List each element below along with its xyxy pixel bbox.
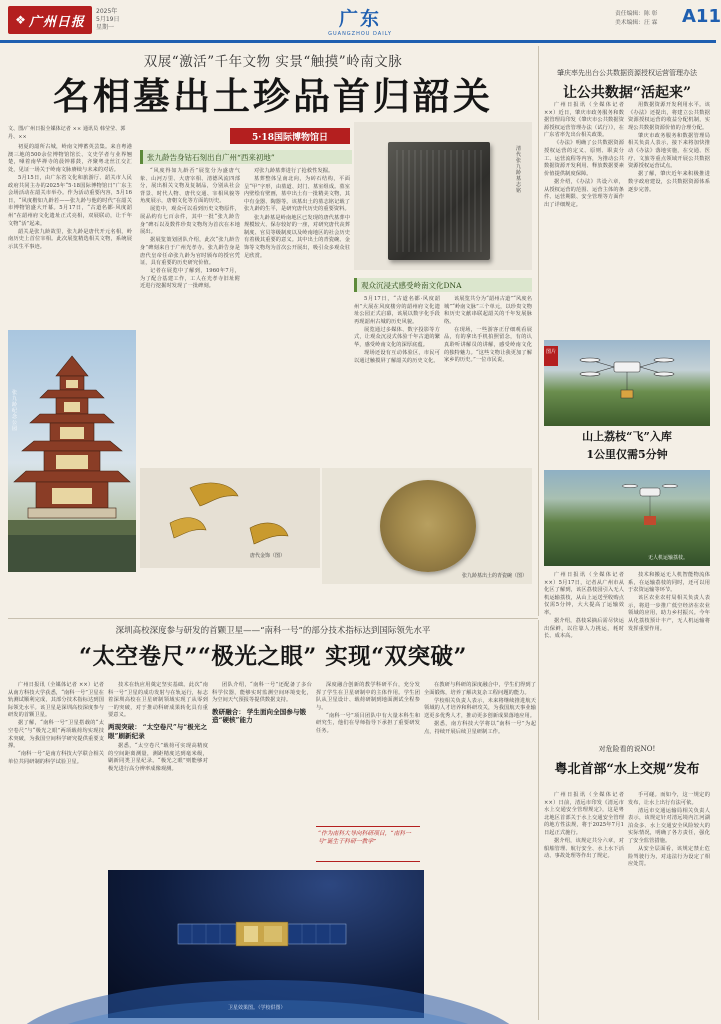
bottom-story-header	[8, 622, 538, 678]
stele-caption: 清代张九龄墓志铭	[516, 146, 522, 194]
middle-col-2: 对张九龄墓葬进行了抢救性发掘。 墓葬整体呈南北向，为砖石结构，平面呈“甲”字形，由墓道、封门、墓室组成。墓室内壁绘有壁画，墓中出土有一批精美文物，其中有金器、陶器等。该墓出土的墓志铭记载了张九龄的生平，是研究唐代历史的重要资料。 张九龄墓是岭南地区已发现的唐代墓葬中规模较大、保存较好的一座，对研究唐代丧葬制度、官员等级制度以及岭南地区的社会历史有着极其重要的意义。其中出土的青瓷碗、金饰等文物均为首次公开展出，吸引众多观众驻足欣赏。	[244, 168, 350, 259]
bottom-col-3: 团队介绍，“南科一号”还配备了多台科学仪器，能够实时监测空间环境变化，为空间天气预报等提供数据支持。 教研融合： 学生面向全国参与锻造“硬核”能力	[212, 682, 312, 725]
satellite-caption: 卫星效果图。（学校供图）	[228, 1005, 286, 1011]
pagoda-illustration	[8, 330, 136, 572]
event-tag	[230, 128, 350, 144]
editor-line: 责任编辑：陈 彰	[615, 11, 658, 17]
middle-col-1: “风度得如九龄否”展览分为盛唐气象、山河万里、大唐宰相、清德风流四部分，展出相关文物及复制品，分别从社会背景、时代人物、唐代交通、宰相风貌等角度展示，唐朝文化等方面的历史。 展览中，观众可以看到历史文物原件，展品约有七百余件，其中一批“张九龄告身”碑石以及数件珍贵文物均为首次在本地展出。 据展览策划团队介绍，此次“张九龄告身”碑刻来自于广州光孝寺。张九龄告身是唐代皇帝任命张九龄为官时颁布的授官凭证，具有重要的历史研究价值。 记者在展览中了解到，1960年7月，为了配合基建工作，工人在光孝寺旧址附近进行挖掘时发现了一批碑刻。	[140, 168, 240, 290]
bottom-col-4: 深度融合创新的教学科研平台，充分发挥了学生在卫星研制中的主体作用。学生团队从卫星设计、载荷研制到地面测试全程参与。 “南科一号”项目团队中有大量本科生和研究生，他们在导师指导下承担了重要研发任务。	[316, 682, 420, 735]
gold-ornament-photo	[140, 468, 320, 568]
subhead-b2-text: 学生面向全国参与锻造“硬核”能力	[212, 707, 307, 725]
right-story-2-headline	[544, 428, 710, 462]
bottom-col-1: 广州日报讯（全媒体记者 ××）记者从南方科技大学获悉，“南科一号”卫星在轨测试顺利完成，其部分技术指标达到国际领先水平。该卫星是深圳高校深度参与研发的首颗卫星。 据了解，“南科一号”卫星搭载的“太空卷尺”与“极光之眼”两项载荷均实现技术突破，为我国空间科学研究提供重要支撑。 “南科一号”是南方科技大学联合相关单位共同研制的科学试验卫星。	[8, 682, 104, 765]
right-story-2-text-b: 技术和搬运无人机智能物流体系，在运输荔枝的同时，还可以用于农资运输等环节。 该区农业农村局相关负责人表示，将进一步推广低空经济在农业领域的应用，助力乡村振兴。今年从化荔枝预计丰产，无人机运输将发挥重要作用。	[628, 572, 710, 632]
right-story-3	[544, 744, 710, 784]
middle-col-4: 该展览共分为“韶州古道”“风度名城”“岭南文脉”三个单元，以珍贵文物和历史文献串联起韶关的千年发展脉络。 在现场，一些游客正仔细观看展品，有的拿出手机拍照留念，有的认真聆听讲解员的讲解，感受岭南文化的独特魅力。“这些文物让我更加了解家乡的历史。”一位市民说。	[444, 296, 532, 364]
right-story-3-text-b: 手可碰。而如今，这一规定的发布，让水上出行有法可依。 清远市交通运输局相关负责人表示，该规定针对清远境内江河湖泊众多、水上交通安全风险较大的实际情况，明确了各方责任，强化了安全监管措施。 从安全层面看，该规定禁止危险驾驶行为，对违法行为设定了相应处罚。	[628, 792, 710, 868]
masthead	[0, 0, 721, 44]
date-line: 星期一	[96, 24, 115, 31]
right-story-2-headline-2: 1公里仅需5分钟	[586, 448, 668, 461]
right-story-1-headline: 让公共数据“活起来”	[562, 85, 692, 101]
subhead-2-text: 观众沉浸式感受岭南文化DNA	[361, 280, 462, 290]
subhead-1	[140, 150, 352, 164]
paper-logo	[8, 6, 92, 34]
pullquote-text: “作为南科大导向科研项目，“南科一号”诞生于科研一教学”	[318, 831, 411, 845]
top-byline: 文、图/广州日报全媒体记者 ×× 通讯员 韩莹莹、郭丹、××	[8, 126, 126, 140]
top-kicker: 双展“激活”千年文物 实景“触摸”岭南文脉	[143, 54, 403, 70]
celadon-bowl-photo	[322, 468, 532, 584]
logo-mark-icon: ❖	[15, 13, 26, 27]
right-story-2-headline-1: 山上荔枝“飞”入库	[582, 430, 672, 443]
subhead-1-text: 张九龄告身钴石刻出自广州“西来初地”	[147, 152, 275, 162]
satellite-photo	[108, 870, 424, 1018]
right-divider	[538, 46, 539, 616]
middle-col-3: 5月17日，“古道名都·风度韶州”大展在风度楼旁的韶州府文化遗址公园正式启幕，该展以数字化手段再现韶州古城的历史风貌。 展览通过多媒体、数字投影等方式，让观众沉浸式体验千年古道的繁华，感受岭南文化的深厚底蕴。 现场还设有互动体验区，市民可以通过触摸屏了解韶关的历史文化。	[354, 296, 440, 364]
date-line: 5月19日	[96, 16, 120, 23]
editor-line: 美术编辑：汪 霖	[615, 20, 658, 26]
date-line: 2025年	[96, 8, 118, 15]
subhead-b1-text: “太空卷尺”与“极光之眼”刷新纪录	[108, 722, 208, 740]
subhead-2	[354, 278, 532, 292]
gold-ornament-caption: 唐代金饰（图）	[250, 553, 286, 559]
top-story-header	[8, 46, 538, 126]
drone-photo	[544, 340, 710, 426]
section-en: GUANGZHOU DAILY	[328, 31, 392, 37]
section-name: 广东	[338, 8, 381, 30]
stele-photo	[354, 122, 532, 270]
left-column-text: 文、图/广州日报全媒体记者 ×× 通讯员 韩莹莹、郭丹、×× 初夏的韶所古城，岭南文博蓄英芸集。来自粤港澳三地的500余位博物馆馆长、文史学者与业界翘楚，嗓着南华禅寺的晨钟暮鼓，齐聚粤北丝江交汇处，见证一场关于岭南文脉赓续与未来的对话。 5月15日，由广东省文化和旅游厅、韶关市人民政府共同主办的2025年“5·18国际博物馆日”广东主会场活动在韶关市举办。作为活动重要内容，5月16日，“风度楷如九龄若——张九龄与他的时代”在韶关市博物馆盛大开幕。5月17日，“古道名都·风度韶州”在韶州府文化遗址正式亮相，双展联动，让千年文物“活”起来。 韶关是张九龄故里，张九龄是唐代开元名相，岭南历史上首位宰相。此次展览精选相关文物，系统展示其生平事迹。	[8, 126, 132, 250]
subhead-b1	[108, 724, 208, 741]
bottom-col-5: 在教研与科研的深度融合中，学生们得到了全面锻炼，培养了解决复杂工程问题的能力。 学校相关负责人表示，未来将继续推进航天领域的人才培养和科研攻关，为我国航天事业输送更多优秀人才，推动更多创新成果落地应用。 据悉，南方科技大学将以“南科一号”为起点，持续开展后续卫星研制工作。	[424, 682, 536, 735]
bottom-kicker: 深圳高校深度参与研发的首颗卫星——“南科一号”的部分技术指标达到国际领先水平	[115, 626, 431, 636]
page-number: A11	[682, 6, 721, 27]
right-story-1-col-a: 广州日报讯（全媒体记者 ××）近日，肇庆市政务服务和数据管理局印发《肇庆市公共数据资源授权运营管理办法（试行）》，在广东省率先出台相关政策。 《办法》明确了公共数据资源授权运营的定义、原则、职责分工、运营流程等内容，为推动公共数据资源开发利用、释放数据要素价值提供制度保障。 据介绍，《办法》共设六章，从授权运营的范围、运营主体的条件、运营期限、安全管理等方面作出了详细规定。	[544, 102, 624, 208]
celadon-bowl-caption: 张九龄墓出土的青瓷碗（图）	[462, 573, 528, 579]
right-bottom-divider	[538, 620, 539, 1020]
event-tag-text: 5·18国际博物馆日	[252, 132, 328, 143]
right-story-1-kicker: 肇庆率先出台公共数据资源授权运营管理办法	[557, 69, 697, 77]
litchi-photo	[544, 470, 710, 566]
right-story-3-kicker: 对危险看的说NO!	[598, 745, 656, 753]
subhead-b1-label: 两现突破：	[108, 722, 141, 731]
celadon-bowl	[380, 480, 476, 572]
pagoda-photo	[8, 330, 136, 572]
section-label: 图片	[544, 346, 558, 366]
litchi-caption: 无人机运输荔枝。	[648, 555, 689, 561]
satellite-illustration	[108, 870, 424, 1018]
stele-image	[388, 142, 490, 260]
right-story-2-text-a: 广州日报讯（全媒体记者 ××）5月17日，记者从广州市从化区了解到，该区荔枝园引入无人机运输荔枝，从山上运送至收购点仅需5分钟，大大提高了运输效率。 据介绍，荔枝采摘后需尽快运出保鲜，以往靠人力挑运，耗时长、成本高。	[544, 572, 624, 640]
litchi-drone-illustration	[544, 470, 710, 566]
section-title	[300, 4, 420, 37]
right-story-3-text-a: 广州日报讯（全媒体记者 ××）日前，清远市印发《清远市水上交通安全管理规定》，这是粤北地区首部关于水上交通安全管理的地方性法规，将于2025年7月1日起正式施行。 据介绍，该规定共分六章，对船舶管理、航行安全、水上水下活动、事故处理等作出了规定。	[544, 792, 624, 860]
pagoda-photo-caption: 张九龄纪念公园	[12, 390, 18, 432]
right-story-3-headline: 粤北首部“水上交规”发布	[554, 762, 700, 777]
gold-ornament-illustration	[140, 468, 320, 568]
drone-illustration	[544, 340, 710, 426]
top-headline: 名相墓出土珍品首归韶关	[53, 74, 493, 118]
pullquote	[316, 826, 420, 862]
paper-name: 广州日报	[28, 14, 85, 30]
right-story-1-col-b: 用数据资源开发利用水平。该《办法》还提出，将建立公共数据资源授权运营的收益分配机制，实现公共数据资源价值的合理分配。 肇庆市政务服务和数据管理局相关负责人表示，接下来将加快推动《办法》落地实施，在交通、医疗、文旅等重点领域开展公共数据资源授权运营试点。 据了解，肇庆近年来积极推进数字政府建设，公共数据资源体系逐步完善。	[628, 102, 710, 193]
masthead-rule	[0, 40, 716, 43]
bottom-divider	[8, 618, 538, 619]
bottom-headline: “太空卷尺”“极光之眼” 实现“双突破”	[79, 644, 467, 670]
subhead-b2-label: 教研融合：	[212, 707, 245, 716]
bottom-col-2: 技术在轨应用奠定坚实基础。此次“南科一号”卫星的成功发射与在轨运行，标志着深圳高校在卫星研制领域实现了从零到一的突破，对于推动科研成果转化具有重要意义。 两现突破： “太空卷尺”与“极光之眼”刷新纪录 据悉，“太空卷尺”载荷可实现高精度的空间距离测量，测距精度达到毫米级，刷新同类卫星纪录。“极光之眼”则能够对极光进行高分辨率成像观测。	[108, 682, 208, 772]
